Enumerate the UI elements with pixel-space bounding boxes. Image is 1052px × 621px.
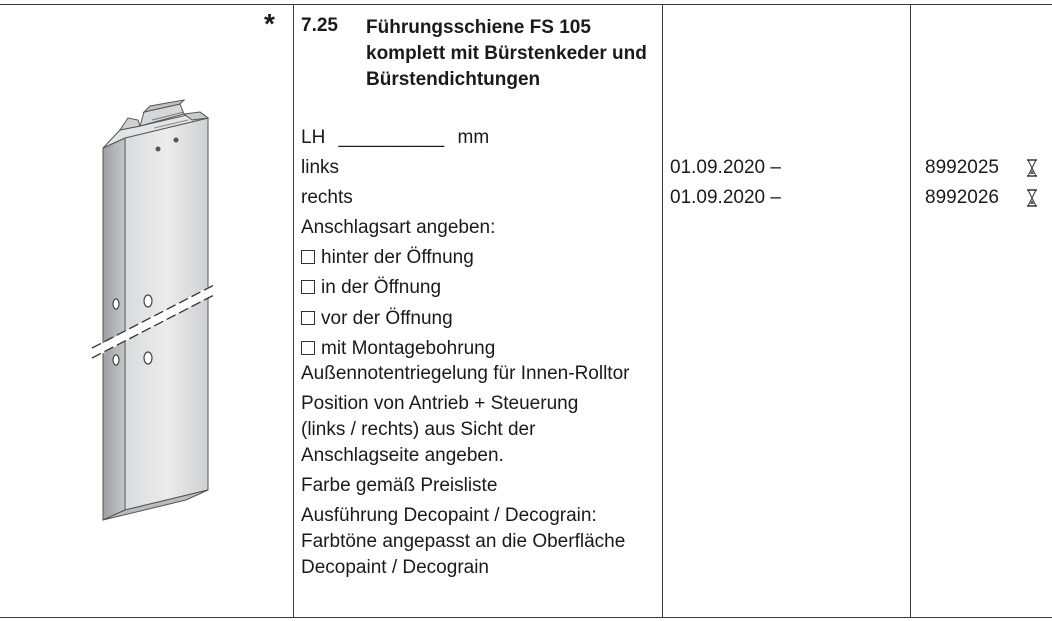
note-line: (links / rechts) aus Sicht der (301, 419, 536, 440)
lh-row (301, 125, 489, 151)
checkbox[interactable] (301, 250, 315, 264)
note-line: Decopaint / Decograin (301, 557, 489, 578)
lh-unit: mm (457, 127, 490, 148)
column-divider (293, 4, 294, 618)
option-label: hinter der Öffnung (321, 247, 474, 268)
option-item (301, 245, 474, 271)
checkbox[interactable] (301, 280, 315, 294)
checkbox[interactable] (301, 311, 315, 325)
option-item (301, 275, 441, 301)
note-line: Farbe gemäß Preisliste (301, 475, 498, 496)
note-line: Außennotentriegelung für Innen-Rolltor (301, 363, 630, 384)
column-divider (910, 4, 911, 618)
variant-side: rechts (301, 187, 353, 208)
note-line: Farbtöne angepasst an die Oberfläche (301, 531, 626, 552)
hourglass-icon (1024, 158, 1040, 178)
article-number: 8992025 (925, 157, 999, 178)
hourglass-icon (1024, 188, 1040, 208)
anschlagsart-label: Anschlagsart angeben: (301, 217, 496, 238)
variant-side: links (301, 157, 340, 178)
variant-date: 01.09.2020 – (670, 187, 781, 208)
note-line: Ausführung Decopaint / Decograin: (301, 505, 597, 526)
new-item-marker: * (264, 8, 275, 39)
top-rule (0, 4, 1052, 5)
variant-date: 01.09.2020 – (670, 157, 781, 178)
column-divider (662, 4, 663, 618)
option-label: mit Montagebohrung (321, 338, 496, 359)
item-title: Führungsschiene FS 105 komplett mit Bürstenkeder und Bürstendichtungen (366, 17, 647, 90)
guide-rail-illustration (80, 90, 230, 530)
option-item (301, 336, 495, 362)
note-line: Anschlagseite angeben. (301, 445, 504, 466)
article-number: 8992026 (925, 187, 999, 208)
option-item (301, 306, 453, 332)
bottom-rule (0, 617, 1052, 618)
option-label: vor der Öffnung (321, 308, 453, 329)
item-number: 7.25 (301, 15, 338, 36)
lh-label: LH (301, 127, 326, 148)
note-line: Position von Antrieb + Steuerung (301, 393, 579, 414)
option-label: in der Öffnung (321, 277, 442, 298)
checkbox[interactable] (301, 341, 315, 355)
lh-blank: __________ (338, 127, 445, 148)
